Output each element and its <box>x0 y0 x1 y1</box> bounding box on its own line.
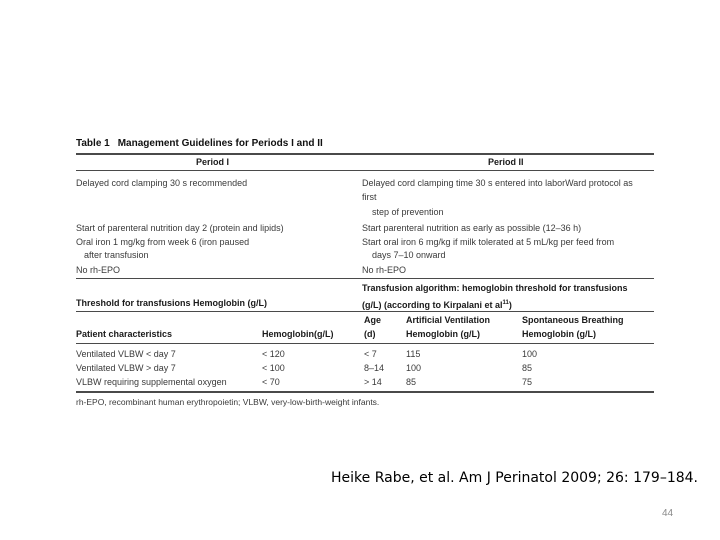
row-2-patient: Ventilated VLBW > day 7 <box>76 363 176 373</box>
row-1-hemoglobin: < 120 <box>262 349 285 359</box>
row-1-artificial: 115 <box>406 349 421 359</box>
col-spontaneous-2: Hemoglobin (g/L) <box>522 329 596 339</box>
row-3-spontaneous: 75 <box>522 377 533 387</box>
row-3-age: > 14 <box>364 377 382 387</box>
period-1-oral-iron-cont: after transfusion <box>84 250 149 260</box>
threshold-right-close: ) <box>508 300 512 310</box>
threshold-right-text: (g/L) (according to Kirpalani et al <box>362 300 503 310</box>
col-age-1: Age <box>364 315 382 325</box>
col-artificial-2: Hemoglobin (g/L) <box>406 329 480 339</box>
table-number: Table 1 <box>76 138 110 149</box>
period-2-cord-clamping: Delayed cord clamping time 30 s entered into laborWard protocol as <box>362 178 633 188</box>
col-header-rule <box>76 343 654 344</box>
row-3-artificial: 85 <box>406 377 417 387</box>
row-3-hemoglobin: < 70 <box>262 377 280 387</box>
mid-rule <box>76 278 654 279</box>
row-1-patient: Ventilated VLBW < day 7 <box>76 349 176 359</box>
row-1-spontaneous: 100 <box>522 349 538 359</box>
period-1-parenteral: Start of parenteral nutrition day 2 (protein and lipids) <box>76 223 284 233</box>
period-2-parenteral: Start parenteral nutrition as early as possible (12–36 h) <box>362 223 582 233</box>
period-1-cord-clamping: Delayed cord clamping 30 s recommended <box>76 178 248 188</box>
period-2-oral-iron: Start oral iron 6 mg/kg if milk tolerated at 5 mL/kg per feed from <box>362 237 615 247</box>
period-2-no-epo: No rh-EPO <box>362 265 407 275</box>
period-2-prevention: step of prevention <box>372 207 444 217</box>
threshold-rule <box>76 311 654 312</box>
threshold-right-heading-1: Transfusion algorithm: hemoglobin threshold for transfusions <box>362 283 628 293</box>
period-1-header: Period I <box>196 157 230 167</box>
period-1-oral-iron: Oral iron 1 mg/kg from week 6 (iron paused <box>76 237 250 247</box>
header-rule <box>76 170 654 171</box>
row-2-spontaneous: 85 <box>522 363 533 373</box>
row-2-artificial: 100 <box>406 363 422 373</box>
row-3-patient: VLBW requiring supplemental oxygen <box>76 377 227 387</box>
col-patient: Patient characteristics <box>76 329 173 339</box>
row-2-hemoglobin: < 100 <box>262 363 285 373</box>
table-title-text: Management Guidelines for Periods I and II <box>117 138 323 149</box>
row-1-age: < 7 <box>364 349 377 359</box>
table-footnote: rh-EPO, recombinant human erythropoietin; VLBW, very-low-birth-weight infants. <box>76 397 380 407</box>
top-rule <box>76 153 654 155</box>
period-2-cord-clamping-cont: first <box>362 192 377 202</box>
period-2-oral-iron-cont: days 7–10 onward <box>372 250 446 260</box>
table-title <box>76 138 323 149</box>
threshold-left-heading: Threshold for transfusions Hemoglobin (g/L) <box>76 298 267 308</box>
col-age-2: (d) <box>364 329 376 339</box>
bottom-rule <box>76 391 654 393</box>
threshold-right-sup: 11 <box>502 300 509 306</box>
citation: Heike Rabe, et al. Am J Perinatol 2009; 26: 179–184. <box>331 470 698 486</box>
col-hemoglobin: Hemoglobin(g/L) <box>262 329 334 339</box>
page-number: 44 <box>662 508 674 519</box>
period-2-header: Period II <box>488 157 524 167</box>
threshold-right-heading-2 <box>362 296 512 312</box>
col-artificial-1: Artificial Ventilation <box>406 315 491 325</box>
period-1-no-epo: No rh-EPO <box>76 265 121 275</box>
row-2-age: 8–14 <box>364 363 385 373</box>
col-spontaneous-1: Spontaneous Breathing <box>522 315 624 325</box>
